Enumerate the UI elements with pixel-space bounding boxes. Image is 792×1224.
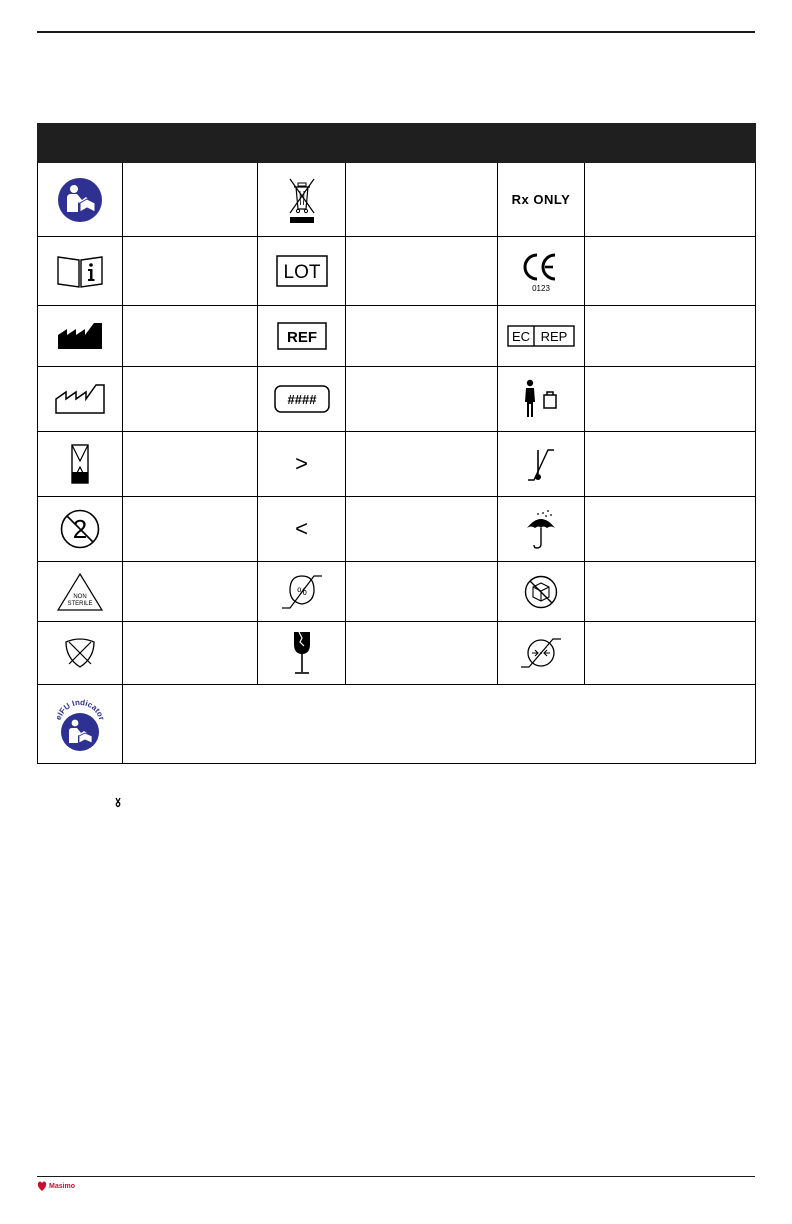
symbol-cell bbox=[38, 622, 123, 685]
instructions-info-icon bbox=[55, 253, 105, 289]
symbol-cell bbox=[498, 163, 585, 237]
svg-text:REF: REF bbox=[286, 329, 317, 346]
symbol-cell bbox=[498, 497, 585, 562]
keep-dry-umbrella-icon bbox=[523, 508, 559, 550]
less-than-symbol: < bbox=[295, 516, 308, 541]
greater-than-symbol: > bbox=[295, 451, 308, 476]
table-header bbox=[38, 124, 756, 163]
symbol-cell bbox=[498, 562, 585, 622]
symbol-cell bbox=[38, 306, 123, 367]
symbol-cell bbox=[498, 306, 585, 367]
patient-weight-icon bbox=[518, 379, 564, 419]
svg-text:EC: EC bbox=[511, 329, 531, 344]
svg-text:eIFU Indicator: eIFU Indicator bbox=[53, 697, 107, 722]
svg-text:REP: REP bbox=[540, 329, 568, 344]
do-not-reuse-icon bbox=[59, 508, 101, 550]
description-cell bbox=[123, 622, 258, 685]
lot-number-icon bbox=[276, 255, 328, 287]
patent-mark-icon bbox=[114, 797, 122, 808]
description-cell bbox=[123, 237, 258, 306]
symbol-cell bbox=[498, 432, 585, 497]
symbol-cell bbox=[38, 685, 123, 764]
description-cell bbox=[585, 432, 756, 497]
description-cell bbox=[346, 562, 498, 622]
symbol-cell bbox=[258, 432, 346, 497]
temperature-limit-icon bbox=[524, 444, 558, 484]
weee-disposal-icon bbox=[284, 175, 320, 225]
table-row bbox=[38, 306, 756, 367]
svg-text:2: 2 bbox=[72, 514, 88, 544]
table-row bbox=[38, 163, 756, 237]
table-row bbox=[38, 432, 756, 497]
bottom-rule bbox=[37, 1176, 755, 1177]
symbol-cell bbox=[38, 163, 123, 237]
description-cell bbox=[346, 163, 498, 237]
manufacturer-icon bbox=[57, 321, 103, 351]
description-cell bbox=[585, 497, 756, 562]
use-by-hourglass-icon bbox=[70, 443, 90, 485]
symbol-cell bbox=[498, 622, 585, 685]
table-row bbox=[38, 622, 756, 685]
eifu-indicator-icon bbox=[52, 695, 108, 753]
table-row bbox=[38, 497, 756, 562]
symbol-cell bbox=[498, 367, 585, 432]
description-cell bbox=[346, 237, 498, 306]
description-cell bbox=[346, 306, 498, 367]
table-row bbox=[38, 237, 756, 306]
description-cell bbox=[123, 497, 258, 562]
symbol-cell bbox=[258, 562, 346, 622]
description-cell bbox=[585, 306, 756, 367]
description-cell bbox=[585, 367, 756, 432]
svg-text:NON: NON bbox=[73, 593, 87, 600]
symbol-cell bbox=[38, 237, 123, 306]
description-cell bbox=[123, 432, 258, 497]
catalog-number-icon bbox=[277, 322, 327, 350]
symbol-cell bbox=[258, 237, 346, 306]
svg-text:0123: 0123 bbox=[532, 284, 550, 293]
atmospheric-pressure-limit-icon bbox=[519, 633, 563, 673]
humidity-limit-icon bbox=[280, 570, 324, 614]
description-cell bbox=[346, 497, 498, 562]
svg-text:%: % bbox=[296, 585, 307, 598]
ec-rep-icon bbox=[507, 325, 575, 347]
eifu-description-cell bbox=[123, 685, 756, 764]
symbol-cell bbox=[258, 497, 346, 562]
description-cell bbox=[123, 306, 258, 367]
symbol-cell bbox=[258, 163, 346, 237]
table-row bbox=[38, 367, 756, 432]
brand-logo bbox=[37, 1180, 75, 1192]
symbol-cell bbox=[38, 562, 123, 622]
symbol-cell bbox=[38, 432, 123, 497]
description-cell bbox=[123, 367, 258, 432]
description-cell bbox=[346, 432, 498, 497]
brand-mark-icon bbox=[37, 1180, 47, 1192]
symbol-cell bbox=[258, 306, 346, 367]
do-not-use-if-damaged-icon bbox=[523, 574, 559, 610]
table-row bbox=[38, 562, 756, 622]
non-sterile-icon bbox=[56, 572, 104, 612]
svg-text:LOT: LOT bbox=[283, 262, 320, 283]
description-cell bbox=[585, 622, 756, 685]
description-cell bbox=[123, 163, 258, 237]
ce-mark-icon bbox=[516, 249, 566, 293]
serial-number-icon bbox=[274, 385, 330, 413]
symbol-cell bbox=[38, 367, 123, 432]
description-cell bbox=[346, 622, 498, 685]
description-cell bbox=[346, 367, 498, 432]
brand-name: Masimo bbox=[49, 1182, 76, 1190]
description-cell bbox=[585, 163, 756, 237]
symbol-cell bbox=[38, 497, 123, 562]
table-row bbox=[38, 685, 756, 764]
svg-text:####: #### bbox=[287, 392, 316, 407]
top-rule bbox=[37, 31, 755, 33]
consult-manual-icon bbox=[56, 176, 104, 224]
description-cell bbox=[585, 237, 756, 306]
symbol-cell bbox=[258, 367, 346, 432]
date-of-manufacture-icon bbox=[54, 383, 106, 415]
symbols-table bbox=[37, 123, 756, 764]
symbol-cell bbox=[258, 622, 346, 685]
description-cell bbox=[585, 562, 756, 622]
rx-only-symbol: Rx ONLY bbox=[511, 191, 571, 207]
symbol-cell bbox=[498, 237, 585, 306]
fragile-icon bbox=[290, 630, 314, 676]
not-natural-rubber-latex-icon bbox=[63, 636, 97, 670]
description-cell bbox=[123, 562, 258, 622]
svg-text:STERILE: STERILE bbox=[67, 600, 93, 607]
